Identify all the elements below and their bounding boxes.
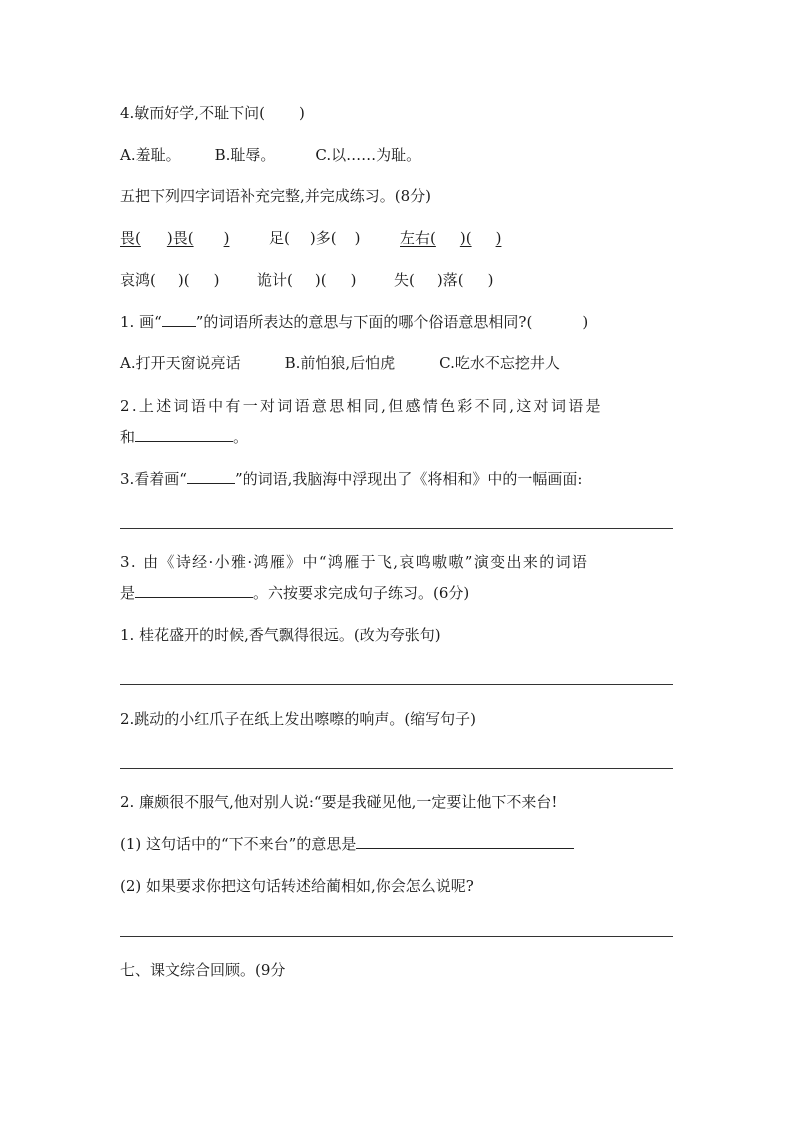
s5-q1-post: ”的词语所表达的意思与下面的哪个俗语意思相同?( bbox=[195, 313, 533, 331]
option-a: A.羞耻。 bbox=[120, 146, 181, 164]
answer-line[interactable] bbox=[120, 528, 673, 529]
question-4-paren-close: ) bbox=[298, 104, 305, 122]
s6-q1-text: 1. 桂花盛开的时候,香气飘得很远。(改为夸张句) bbox=[120, 626, 441, 644]
answer-blank[interactable] bbox=[187, 469, 235, 484]
idiom-2-part-a: 足( bbox=[269, 229, 290, 247]
s5-q2-post: 。 bbox=[233, 428, 249, 446]
section-5-title bbox=[120, 186, 431, 206]
answer-blank[interactable] bbox=[135, 583, 253, 598]
section-7-title-text: 七、课文综合回顾。(9分 bbox=[120, 961, 286, 979]
idiom-4-part-c: ) bbox=[213, 271, 220, 289]
idiom-4-part-a: 哀鸿( bbox=[120, 271, 156, 289]
s6-q2-text: 2.跳动的小红爪子在纸上发出嚓嚓的响声。(缩写句子) bbox=[120, 710, 477, 728]
s5-q2-text: 2.上述词语中有一对词语意思相同,但感情色彩不同,这对词语是 bbox=[120, 397, 603, 415]
idioms-row-1 bbox=[120, 228, 501, 248]
section-5-question-3b-line-1 bbox=[120, 552, 673, 572]
s6-q2b-text: 2. 廉颇很不服气,他对别人说:“要是我碰见他,一定要让他下不来台! bbox=[120, 793, 558, 811]
s5-q1-close: ) bbox=[582, 313, 589, 331]
section-5-question-1-options bbox=[120, 353, 560, 373]
question-4 bbox=[120, 103, 305, 123]
answer-line[interactable] bbox=[120, 936, 673, 937]
section-6-question-1 bbox=[120, 625, 441, 645]
section-6-question-2b-part-1 bbox=[120, 834, 574, 854]
idiom-1-part-a: 畏( bbox=[120, 229, 141, 247]
idiom-5-part-c: ) bbox=[350, 271, 357, 289]
s5-q3b-pre: 是 bbox=[120, 584, 136, 602]
idioms-row-2 bbox=[120, 270, 493, 290]
answer-line[interactable] bbox=[120, 768, 673, 769]
section-5-question-3 bbox=[120, 469, 582, 489]
idiom-1 bbox=[120, 229, 229, 247]
idiom-2-part-b: )多( bbox=[309, 229, 337, 247]
idiom-3-part-b: )( bbox=[459, 229, 472, 247]
s5-q3b-text: 3. 由《诗经·小雅·鸿雁》中“鸿雁于飞,哀鸣嗷嗷”演变出来的词语 bbox=[120, 553, 589, 571]
idiom-1-part-c: ) bbox=[223, 229, 230, 247]
idiom-5-part-b: )( bbox=[314, 271, 327, 289]
s6-q2b-1-text: (1) 这句话中的“下不来台”的意思是 bbox=[120, 835, 357, 853]
idiom-2-part-c: ) bbox=[354, 229, 361, 247]
section-5-question-2-line-1 bbox=[120, 396, 673, 416]
section-7-title bbox=[120, 960, 285, 980]
s5-q3-post: ”的词语,我脑海中浮现出了《将相和》中的一幅画面: bbox=[234, 470, 583, 488]
idiom-3-part-c: ) bbox=[495, 229, 502, 247]
section-5-question-1 bbox=[120, 312, 588, 332]
section-6-question-2 bbox=[120, 709, 476, 729]
idiom-6-part-a: 失( bbox=[394, 271, 415, 289]
s5-q1-option-c: C.吃水不忘挖井人 bbox=[439, 354, 560, 372]
s5-q1-option-a: A.打开天窗说亮话 bbox=[120, 354, 241, 372]
idiom-2 bbox=[269, 229, 360, 247]
idiom-3 bbox=[394, 229, 501, 247]
answer-blank[interactable] bbox=[135, 427, 233, 442]
section-5-question-3b-line-2 bbox=[120, 583, 469, 603]
idiom-4-part-b: )( bbox=[177, 271, 190, 289]
s6-q2b-2-text: (2) 如果要求你把这句话转述给蔺相如,你会怎么说呢? bbox=[120, 877, 474, 895]
question-4-options bbox=[120, 145, 421, 165]
s5-q1-pre: 1. 画“ bbox=[120, 313, 162, 331]
option-c: C.以……为耻。 bbox=[315, 146, 422, 164]
idiom-1-part-b: )畏( bbox=[166, 229, 194, 247]
answer-blank[interactable] bbox=[356, 834, 574, 849]
question-4-text: 4.敏而好学,不耻下问( bbox=[120, 104, 265, 122]
option-b: B.耻辱。 bbox=[214, 146, 276, 164]
section-5-title-text: 五把下列四字词语补充完整,并完成练习。(8分) bbox=[120, 187, 432, 205]
s5-q3b-post: 。六按要求完成句子练习。(6分) bbox=[253, 584, 470, 602]
answer-line[interactable] bbox=[120, 684, 673, 685]
section-6-question-2b bbox=[120, 792, 557, 812]
idiom-3-part-a: 左右( bbox=[400, 229, 436, 247]
answer-blank[interactable] bbox=[162, 312, 196, 327]
section-6-question-2b-part-2 bbox=[120, 876, 474, 896]
s5-q2-pre: 和 bbox=[120, 428, 136, 446]
s5-q3-pre: 3.看着画“ bbox=[120, 470, 187, 488]
section-5-question-2-line-2 bbox=[120, 427, 248, 447]
idiom-5-part-a: 诡计( bbox=[257, 271, 293, 289]
s5-q1-option-b: B.前怕狼,后怕虎 bbox=[284, 354, 396, 372]
idiom-6-part-c: ) bbox=[487, 271, 494, 289]
idiom-6-part-b: )落( bbox=[436, 271, 464, 289]
